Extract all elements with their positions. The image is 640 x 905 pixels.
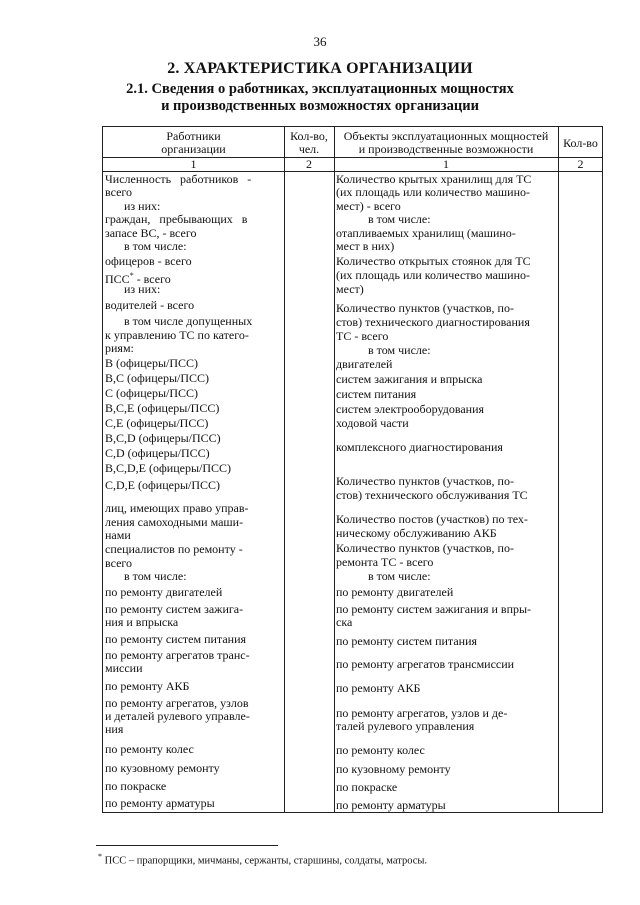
objects-line: по ремонту систем питания [336,634,478,648]
objects-line: талей рулевого управления [336,719,475,733]
workers-line: по ремонту арматуры [105,796,215,810]
objects-line: ска [336,615,353,629]
workers-line: лиц, имеющих право управ- [105,501,249,515]
objects-line: ходовой части [336,416,409,430]
objects-line: по ремонту колес [336,743,425,757]
objects-line: Количество пунктов (участков, по- [336,541,514,555]
objects-line: по кузовному ремонту [336,762,451,776]
objects-line: мест в них) [336,239,395,253]
workers-line: водителей - всего [105,298,195,312]
header-workers: Работники организации [161,129,226,156]
subsection-title-line1: 2.1. Сведения о работниках, эксплуатационных мощностях [126,81,514,97]
workers-line: миссии [105,661,143,675]
objects-line: ТС - всего [336,329,389,343]
subsection-title-line2: и производственных возможностях организации [161,98,479,114]
workers-line: ления самоходными маши- [105,515,244,529]
objects-line: Количество открытых стоянок для ТС [336,254,531,268]
index-cell-3: 1 [443,157,449,171]
workers-line: ПСС* - всего [105,271,171,286]
index-cell-1: 1 [190,157,197,171]
workers-line: ния и впрыска [105,615,179,629]
workers-line: риям: [105,341,134,355]
workers-line: по ремонту систем зажига- [105,602,244,616]
objects-line: мест) [336,282,364,296]
objects-line: систем зажигания и впрыска [336,372,483,386]
objects-line: стов) технического обслуживания ТС [336,488,528,502]
workers-line: ния [105,722,124,736]
objects-line: по ремонту агрегатов трансмиссии [336,657,515,671]
workers-line: по ремонту АКБ [105,679,190,693]
workers-line: по кузовному ремонту [105,761,220,775]
workers-line: по ремонту систем питания [105,632,247,646]
workers-line: С (офицеры/ПСС) [105,386,199,400]
workers-line: и деталей рулевого управле- [105,709,250,723]
objects-line: комплексного диагностирования [336,440,503,454]
objects-line: по ремонту АКБ [336,681,421,695]
page-number: 36 [313,34,327,49]
workers-line: офицеров - всего [105,254,192,268]
objects-line: мест) - всего [336,199,401,213]
workers-line: по ремонту агрегатов, узлов [105,696,249,710]
workers-line: В (офицеры/ПСС) [105,356,199,370]
header-count: Кол-во [563,136,598,150]
objects-line: по покраске [336,780,398,794]
objects-line: по ремонту двигателей [336,585,454,599]
objects-line: в том числе: [368,212,431,226]
workers-line: в том числе: [124,569,187,583]
objects-line: (их площадь или количество машино- [336,185,531,199]
workers-line: всего [105,185,133,199]
objects-line: двигателей [336,357,393,371]
workers-line: в том числе допущенных [124,314,253,328]
workers-line: специалистов по ремонту - [105,542,243,556]
workers-line: по ремонту двигателей [105,585,223,599]
objects-line: Количество пунктов (участков, по- [336,301,514,315]
workers-line: С,Е (офицеры/ПСС) [105,416,209,430]
objects-line: в том числе: [368,343,431,357]
footnote-rule [96,845,278,846]
header-objects: Объекты эксплуатационных мощностей и производственные возможности [343,129,549,156]
col-divider-3 [558,127,559,812]
objects-line: стов) технического диагностирования [336,315,530,329]
col-divider-1 [284,127,285,812]
workers-line: из них: [124,282,161,296]
index-cell-2: 2 [306,157,312,171]
workers-line: запасе ВС, - всего [105,226,197,240]
objects-line: (их площадь или количество машино- [336,268,531,282]
workers-line: в том числе: [124,239,187,253]
footnote: * ПСС – прапорщики, мичманы, сержанты, старшины, солдаты, матросы. [98,852,428,867]
workers-line: В,С,Е (офицеры/ПСС) [105,401,220,415]
objects-line: по ремонту систем зажигания и впры- [336,602,532,616]
objects-line: Количество крытых хранилищ для ТС [336,172,532,186]
objects-line: по ремонту арматуры [336,798,446,812]
workers-line: по ремонту агрегатов транс- [105,648,250,662]
index-cell-4: 2 [577,157,584,171]
objects-line: Количество пунктов (участков, по- [336,474,514,488]
workers-line: Численность работников - [105,172,252,186]
workers-line: С,D (офицеры/ПСС) [105,446,210,460]
organization-table [102,126,603,813]
workers-line: В,С (офицеры/ПСС) [105,371,210,385]
workers-line: С,D,Е (офицеры/ПСС) [105,478,221,492]
col-divider-2 [334,127,335,812]
objects-line: систем питания [336,387,417,401]
header-count-people: Кол-во, чел. [290,129,328,156]
objects-line: ремонта ТС - всего [336,555,434,569]
section-title: 2. ХАРАКТЕРИСТИКА ОРГАНИЗАЦИИ [167,60,473,77]
workers-line: нами [105,528,131,542]
workers-line: из них: [124,199,161,213]
objects-line: систем электрооборудования [336,402,485,416]
workers-line: В,С,D,Е (офицеры/ПСС) [105,461,232,475]
workers-line: граждан, пребывающих в [105,212,248,226]
workers-line: по покраске [105,779,167,793]
workers-line: по ремонту колес [105,742,194,756]
workers-line: всего [105,556,133,570]
workers-line: к управлению ТС по катего- [105,328,249,342]
objects-line: по ремонту агрегатов, узлов и де- [336,706,508,720]
objects-line: отапливаемых хранилищ (машино- [336,226,516,240]
objects-line: Количество постов (участков) по тех- [336,512,528,526]
objects-line: ническому обслуживанию АКБ [336,526,497,540]
workers-line: В,С,D (офицеры/ПСС) [105,431,221,445]
objects-line: в том числе: [368,569,431,583]
